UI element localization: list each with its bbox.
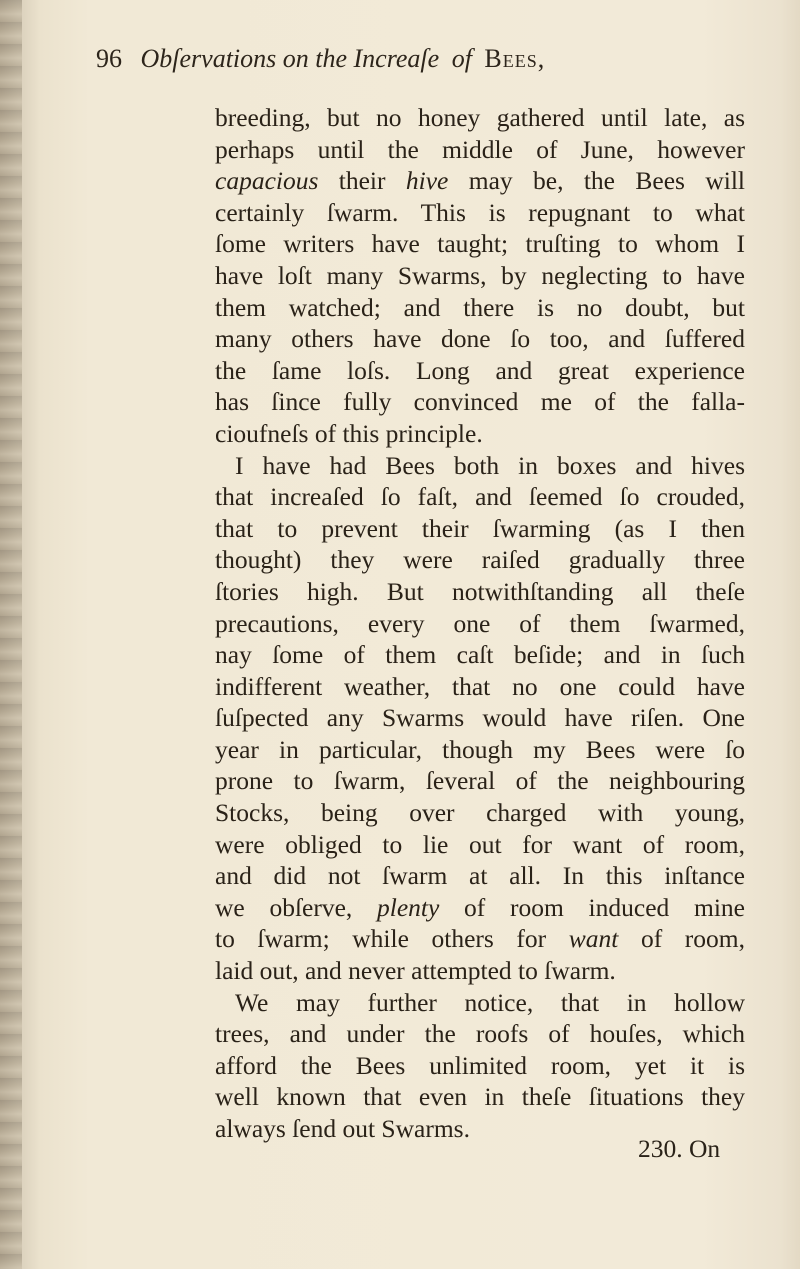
catchword: 230. On	[638, 1134, 721, 1163]
line-text: ſome writers have taught; truſting to whom I	[215, 229, 745, 259]
line-text: precautions, every one of them ſwarmed,	[215, 608, 745, 638]
line-text: thought) they were raiſed gradually three	[215, 545, 745, 575]
line-text: year in particular, though my Bees were ſo	[215, 734, 745, 764]
text-line	[215, 860, 745, 892]
line-text: many others have done ſo too, and ſuffered	[215, 324, 745, 354]
line-text: perhaps until the middle of June, however	[215, 134, 745, 164]
text-line	[215, 544, 745, 576]
line-segment: of room,	[618, 924, 745, 954]
text-line	[215, 260, 745, 292]
text-line	[215, 292, 745, 324]
line-text: cioufneſs of this principle.	[215, 418, 483, 448]
text-line	[215, 734, 745, 766]
body-text	[215, 102, 745, 1145]
emphasized-word: want	[568, 924, 619, 954]
line-segment: to ſwarm; while others for	[215, 924, 569, 954]
line-text: Stocks, being over charged with young,	[215, 798, 745, 828]
running-header	[96, 44, 696, 84]
line-segment: of room induced mine	[439, 892, 745, 922]
line-text: breeding, but no honey gathered until late, as	[215, 103, 745, 132]
text-line	[215, 513, 745, 545]
line-text: nay ſome of them caſt beſide; and in ſuch	[215, 640, 745, 670]
line-text: ſuſpected any Swarms would have riſen. One	[215, 703, 745, 733]
text-line	[215, 450, 745, 482]
line-text: laid out, and never attempted to ſwarm.	[215, 956, 616, 986]
text-line	[215, 1018, 745, 1050]
running-title: Obſervations on the Increaſe	[140, 44, 440, 73]
text-line	[215, 197, 745, 229]
line-text: certainly ſwarm. This is repugnant to what	[215, 197, 745, 227]
line-text: trees, and under the roofs of houſes, which	[215, 1019, 745, 1049]
text-line	[215, 671, 745, 703]
text-line	[215, 134, 745, 166]
emphasized-word: hive	[405, 166, 449, 196]
text-line	[215, 228, 745, 260]
line-text: has ſince fully convinced me of the falla-	[215, 387, 745, 417]
line-text: always ſend out Swarms.	[215, 1114, 470, 1143]
line-text: We may further notice, that in hollow	[235, 987, 745, 1017]
text-line	[215, 418, 745, 450]
text-line	[215, 1050, 745, 1082]
line-text: were obliged to lie out for want of room,	[215, 829, 745, 859]
line-segment: we obſerve,	[215, 892, 378, 922]
text-line	[215, 702, 745, 734]
line-text: indifferent weather, that no one could have	[215, 671, 745, 701]
running-title-of: of	[451, 44, 472, 73]
binding-gutter	[0, 0, 22, 1269]
line-text: the ſame loſs. Long and great experience	[215, 355, 745, 385]
running-title-bees: Bees,	[484, 44, 546, 73]
text-line	[215, 892, 745, 924]
line-text: ſtories high. But notwithſtanding all theſe	[215, 576, 745, 606]
text-line	[215, 608, 745, 640]
page-number: 96	[96, 44, 122, 73]
line-text: and did not ſwarm at all. In this inſtance	[215, 861, 745, 891]
text-line	[215, 576, 745, 608]
emphasized-word: capacious	[215, 166, 319, 196]
text-line	[215, 386, 745, 418]
text-line	[215, 987, 745, 1019]
text-line	[215, 765, 745, 797]
line-segment: their	[318, 166, 406, 196]
text-line	[215, 923, 745, 955]
line-text: prone to ſwarm, ſeveral of the neighbouring	[215, 766, 745, 796]
text-line	[215, 481, 745, 513]
line-text: that increaſed ſo faſt, and ſeemed ſo crouded,	[215, 482, 745, 512]
line-text: I have had Bees both in boxes and hives	[235, 450, 745, 480]
line-text: have loſt many Swarms, by neglecting to have	[215, 260, 745, 290]
emphasized-word: plenty	[377, 892, 440, 922]
text-line	[215, 323, 745, 355]
text-line	[215, 797, 745, 829]
line-text: well known that even in theſe ſituations they	[215, 1082, 745, 1112]
text-line	[215, 1081, 745, 1113]
text-line	[215, 165, 745, 197]
line-text: afford the Bees unlimited room, yet it is	[215, 1050, 745, 1080]
text-line	[215, 639, 745, 671]
text-line	[215, 102, 745, 134]
text-line	[215, 829, 745, 861]
line-segment: may be, the Bees will	[448, 166, 745, 196]
text-line	[215, 355, 745, 387]
line-text: that to prevent their ſwarming (as I then	[215, 513, 745, 543]
text-line	[215, 955, 745, 987]
line-text: them watched; and there is no doubt, but	[215, 292, 745, 322]
